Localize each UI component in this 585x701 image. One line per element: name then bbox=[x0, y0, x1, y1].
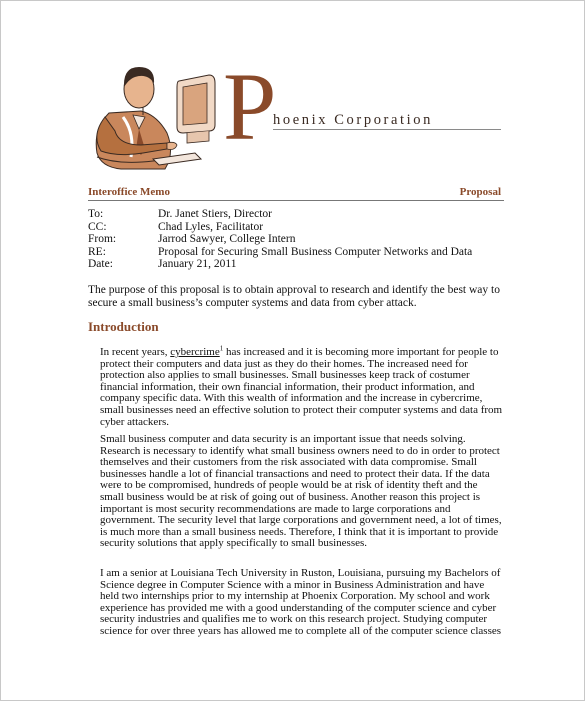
intro-paragraph-1 bbox=[100, 344, 504, 428]
intro-paragraph-2: Small business computer and data security is an important issue that needs solving. Research is necessary to identify what small business owners need to do in order to protect themselves and their customers from the risk associated with data compromise. Small businesses handle a lot of financial transactions and need to protect their data. If the data were to be compromised, hundreds of people would be at risk of identity theft and the small business would be at risk of going out of business. Another reason this project is important is most security recommendations are made to large corporations and government. The security level that large corporations and government need, a lot of times, is much more than a small business needs. Therefore, I think that it is important to provide security solutions that apply specifically to small businesses. bbox=[100, 433, 502, 550]
header-key: From: bbox=[88, 233, 117, 245]
document-type-label: Proposal bbox=[459, 186, 501, 198]
header-value: Proposal for Securing Small Business Computer Networks and Data bbox=[158, 245, 473, 258]
logo-underline bbox=[273, 129, 501, 130]
header-key: To: bbox=[88, 208, 104, 220]
memo-title-row bbox=[88, 186, 501, 201]
header-value: Dr. Janet Stiers, Director bbox=[158, 208, 273, 220]
businessman-at-computer-illustration bbox=[83, 53, 233, 171]
header-row-to bbox=[88, 208, 472, 221]
header-row-re bbox=[88, 246, 472, 259]
footnote-marker[interactable]: 1 bbox=[219, 344, 224, 353]
header-key: CC: bbox=[88, 220, 107, 233]
header-key: RE: bbox=[88, 245, 106, 258]
intro-paragraph-3: I am a senior at Louisiana Tech University in Ruston, Louisiana, pursuing my Bachelors of Science degree in Computer Science with a minor in Business Administration and have held two internships prior to my internship at Phoenix Corporation. My school and work experience has provided me with a good understanding of the computer science and cyber security industries and qualifies me to work on this research project. Studying computer science for over three years has allowed me to complete all of the computer science classes bbox=[100, 567, 502, 637]
paragraph-text: has increased and it is becoming more important for people to protect their computers and data just as they do their homes. The increased need for protection also applies to small businesses. Small businesses keep track of costumer financial information, their own financial information, their product information, and company specific data. With this wealth of information and the increase in cybercrime, small businesses need an effective solution to protect their computer systems and data from cyber attackers. bbox=[100, 346, 503, 428]
memo-divider bbox=[88, 200, 504, 201]
purpose-statement: The purpose of this proposal is to obtain approval to research and identify the best way to secure a small business’s computer systems and data from cyber attack. bbox=[88, 284, 500, 309]
header-row-from bbox=[88, 233, 472, 246]
section-heading-introduction: Introduction bbox=[88, 319, 159, 334]
header-row-cc bbox=[88, 221, 472, 234]
logo-letter: P bbox=[223, 53, 277, 160]
header-key: Date: bbox=[88, 258, 113, 270]
footnote-term-link[interactable]: cybercrime bbox=[170, 346, 220, 358]
header-value: January 21, 2011 bbox=[158, 258, 237, 270]
memo-header-fields bbox=[88, 208, 472, 271]
header-value: Jarrod Sawyer, College Intern bbox=[158, 233, 296, 245]
header-row-date bbox=[88, 258, 472, 271]
memo-type-label: Interoffice Memo bbox=[88, 186, 170, 198]
header-value: Chad Lyles, Facilitator bbox=[158, 220, 264, 233]
paragraph-text: In recent years, bbox=[100, 346, 171, 358]
company-name: hoenix Corporation bbox=[273, 112, 433, 128]
